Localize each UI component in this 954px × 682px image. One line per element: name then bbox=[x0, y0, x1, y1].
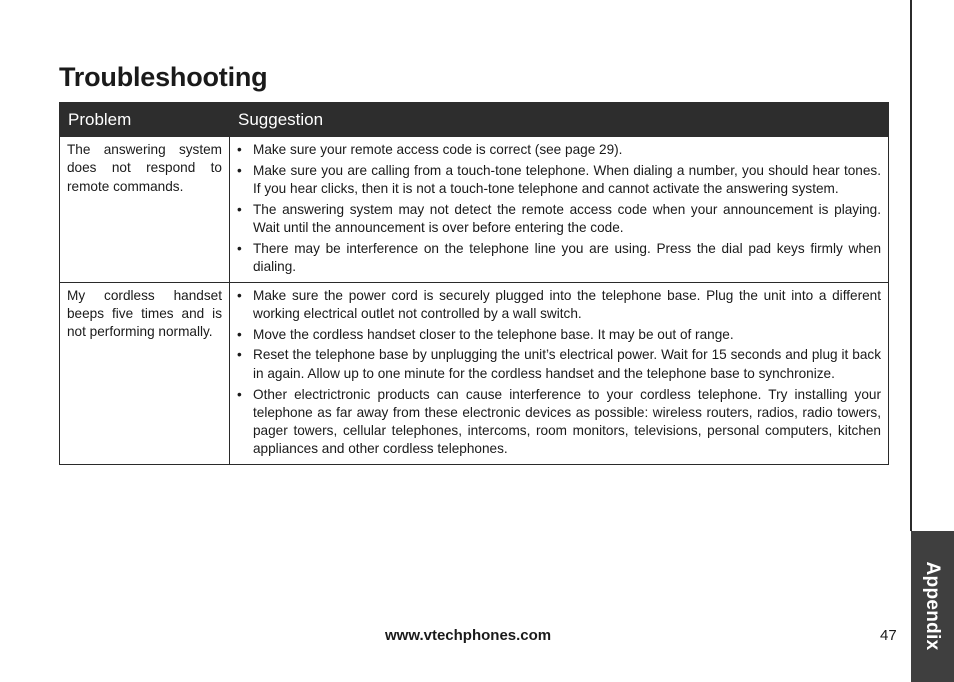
suggestion-item: • Make sure you are calling from a touch-tone telephone. When dialing a number, you should hear tones. If you hear clicks, then it is not a touch-tone telephone and cannot activate the answering system. bbox=[237, 162, 881, 199]
troubleshooting-table bbox=[59, 102, 889, 465]
suggestion-column-header: Suggestion bbox=[230, 103, 889, 137]
problem-cell: My cordless handset beeps five times and is not performing normally. bbox=[60, 282, 230, 464]
suggestion-list bbox=[237, 141, 881, 277]
suggestion-item: • Reset the telephone base by unplugging the unit’s electrical power. Wait for 15 seconds and plug it back in again. Allow up to one minute for the cordless handset and the telephone base to synchronize. bbox=[237, 346, 881, 383]
problem-column-header: Problem bbox=[60, 103, 230, 137]
suggestion-cell bbox=[230, 282, 889, 464]
appendix-section-tab bbox=[911, 531, 954, 682]
suggestion-item: • Make sure your remote access code is correct (see page 29). bbox=[237, 141, 881, 159]
suggestion-item: • Make sure the power cord is securely plugged into the telephone base. Plug the unit into a different working electrical outlet not controlled by a wall switch. bbox=[237, 287, 881, 324]
suggestion-item: • There may be interference on the telephone line you are using. Press the dial pad keys firmly when dialing. bbox=[237, 240, 881, 277]
table-row bbox=[60, 282, 889, 464]
page-title: Troubleshooting bbox=[59, 62, 268, 92]
suggestion-item: • The answering system may not detect the remote access code when your announcement is playing. Wait until the announcement is over before entering the code. bbox=[237, 201, 881, 238]
appendix-tab-label: Appendix bbox=[922, 561, 943, 651]
suggestion-item: • Other electrictronic products can cause interference to your cordless telephone. Try installing your telephone as far away from these electronic devices as possible: wireless routers, radios, radio towers, pager towers, cellular telephones, intercoms, room monitors, televisions, personal computers, kitchen appliances and other cordless telephones. bbox=[237, 386, 881, 459]
suggestion-cell bbox=[230, 137, 889, 283]
table-header-row bbox=[60, 103, 889, 137]
table-row bbox=[60, 137, 889, 283]
side-divider-line bbox=[910, 0, 912, 531]
suggestion-list bbox=[237, 287, 881, 459]
page-number: 47 bbox=[880, 627, 897, 644]
suggestion-item: • Move the cordless handset closer to the telephone base. It may be out of range. bbox=[237, 326, 881, 344]
footer-website-url: www.vtechphones.com bbox=[385, 627, 552, 644]
problem-cell: The answering system does not respond to remote commands. bbox=[60, 137, 230, 283]
